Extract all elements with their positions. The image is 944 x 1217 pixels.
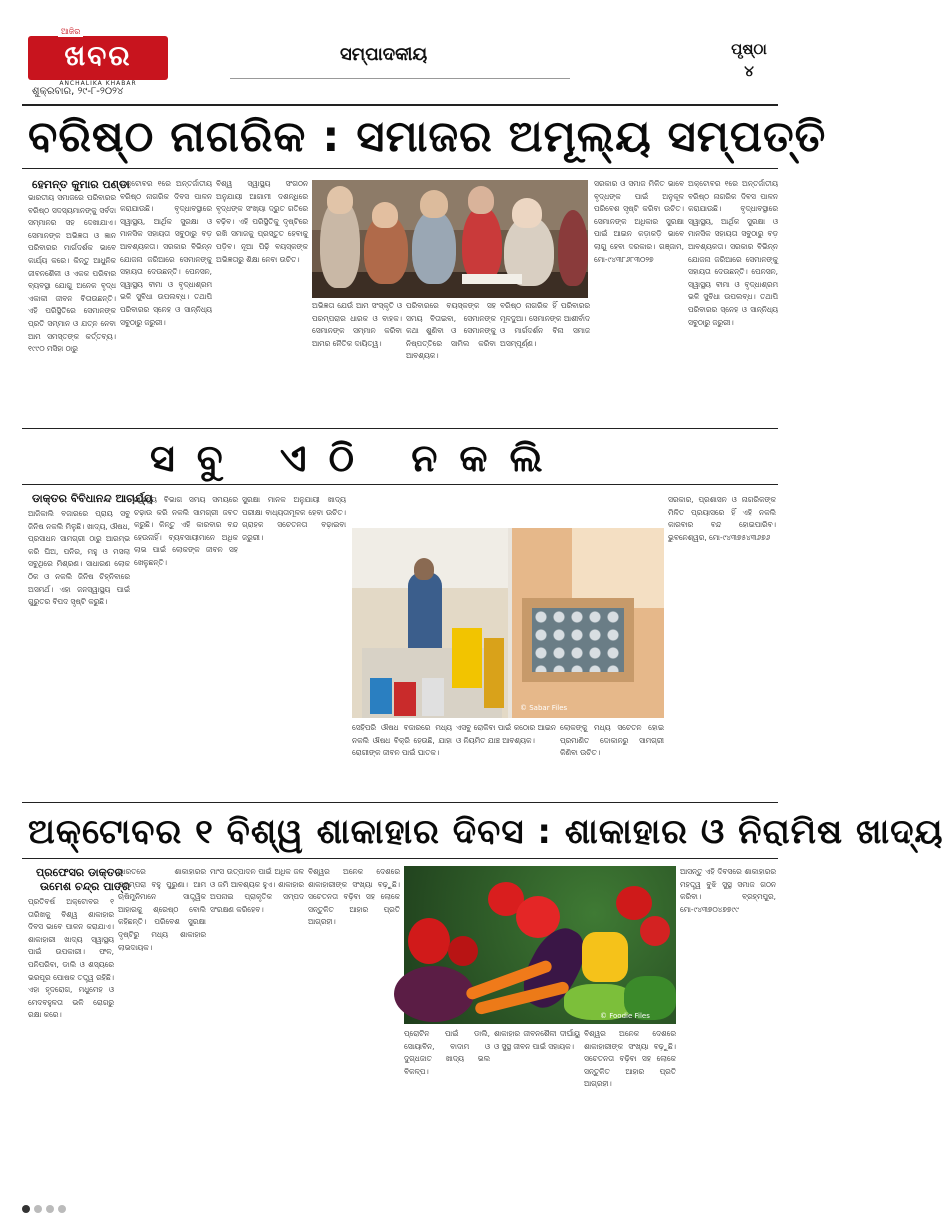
article3-column-7: ଆସନ୍ତୁ ଏହି ଦିବସରେ ଶାକାହାରର ମହତ୍ତ୍ୱ ବୁଝି ସୁସ୍ଥ ସମାଜ ଗଠନ କରିବା। ବ୍ରହ୍ମପୁର, ମୋ-୯୪୩୭୦୪୭୭୯୯ [680,867,776,914]
masthead-divider [22,104,778,106]
photo2-credit: © Sabar Files [520,704,568,712]
article3-top-divider [22,802,778,803]
fake-goods-seized-photo [352,528,664,718]
article1-headline[interactable]: ବରିଷ୍ଠ ନାଗରିକ : ସମାଜର ଅମୂଲ୍ୟ ସମ୍ପତ୍ତି [28,112,827,162]
page-number: ୪ [744,62,754,80]
article3-divider [22,858,778,859]
article2-column-7: ସରକାର, ପ୍ରଶାସନ ଓ ନାଗରିକଙ୍କ ମିଳିତ ପ୍ରୟାସରେ ହିଁ ଏହି ନକଲି କାରବାର ବନ୍ଦ ହୋଇପାରିବ। ଭୁବନେଶ୍ୱର, ମୋ-୯୪୩୭୫୪୩୬୭୬ [668,495,776,542]
pager-dot-active[interactable] [22,1205,30,1213]
article3-headline[interactable]: ଅକ୍ଟୋବର ୧ ବିଶ୍ୱ ଶାକାହାର ଦିବସ : ଶାକାହାର ଓ ନିରାମିଷ ଖାଦ୍ୟ [28,812,944,852]
article2-column-2: ସ୍ୱାସ୍ଥ୍ୟ ବିଭାଗ ସମୟ ସମୟରେ ଚଢ଼ାଉ କରି ନକଲି ସାମଗ୍ରୀ ଜବତ କରୁଛି। କିନ୍ତୁ ଏହି କାରବାର ବନ୍ଦ ହେଉନାହିଁ। ବ୍ୟବସାୟୀମାନେ ଅଧିକ ଲାଭ ପାଇଁ ଲୋକଙ୍କ ଜୀବନ ସହ ଖେଳୁଛନ୍ତି। [134,495,238,567]
article2-column-4: ସେହିପରି ଔଷଧ ବଜାରରେ ମଧ୍ୟ ନକଲି ଔଷଧ ବିକ୍ରି ହେଉଛି, ଯାହା ରୋଗୀଙ୍କ ଜୀବନ ପାଇଁ ଘାତକ। [352,723,452,758]
article3-byline-name: ଉମେଶ ଚନ୍ଦ୍ର ପାତ୍ର [40,880,131,893]
logo-subtitle: ANCHALIKA KHABAR [59,80,137,87]
page-pager[interactable] [22,1198,70,1217]
article1-column-5: ପରିବାରରେ ବୟସ୍କଙ୍କ ସହ ସମୟ ବିତାଇବା, ସେମାନଙ୍କ କଥା ଶୁଣିବା ଓ ସେମାନଙ୍କୁ ନିଷ୍ପତ୍ତିରେ ସାମିଲ କରିବା ଆବଶ୍ୟକ। [406,301,496,361]
vegetables-photo [404,866,676,1024]
pager-dot[interactable] [58,1205,66,1213]
section-underline [230,78,570,79]
article1-byline: ହେମନ୍ତ କୁମାର ପଣ୍ଡା [32,178,130,191]
section-title: ସମ୍ପାଦକୀୟ [340,44,428,65]
article3-column-1: ପ୍ରତିବର୍ଷ ଅକ୍ଟୋବର ୧ ତାରିଖକୁ ବିଶ୍ୱ ଶାକାହାର ଦିବସ ଭାବେ ପାଳନ କରାଯାଏ। ଶାକାହାରୀ ଖାଦ୍ୟ ସ୍ୱାସ୍ଥ୍ୟ ପାଇଁ ଉପକାରୀ। ଫଳ, ପନିପରିବା, ଡାଲି ଓ ଶସ୍ୟରେ ଭରପୂର ପୋଷକ ତତ୍ତ୍ୱ ରହିଛି। ଏହା ହୃଦରୋଗ, ମଧୁମେହ ଓ ମେଦବହୁଳତା ଭଳି ରୋଗରୁ ରକ୍ଷା କରେ। [28,897,114,1020]
article1-column-1: ଭାରତୀୟ ସମାଜରେ ପରିବାରର ବରିଷ୍ଠ ସଦସ୍ୟମାନଙ୍କୁ ସର୍ବଦା ସମ୍ମାନର ସହ ଦେଖାଯାଏ। ସେମାନଙ୍କ ଅଭିଜ୍ଞତା ଓ ଜ୍ଞାନ ପରିବାରର ମାର୍ଗଦର୍ଶକ ଭାବେ କାର୍ଯ୍ୟ କରେ। କିନ୍ତୁ ଆଧୁନିକ ଜୀବନଶୈଳୀ ଓ ଏକକ ପରିବାର ବ୍ୟବସ୍ଥା ଯୋଗୁ ଅନେକ ବୃଦ୍ଧ ଏକାକୀ ଜୀବନ ବିତାଉଛନ୍ତି। ଏହି ପରିସ୍ଥିତିରେ ସେମାନଙ୍କ ପ୍ରତି ସମ୍ମାନ ଓ ଯତ୍ନ ନେବା ଆମ ସମସ୍ତଙ୍କ କର୍ତ୍ତବ୍ୟ। ୧୯୯୦ ମସିହା ଠାରୁ [28,193,116,354]
article1-column-7a: ସରକାର ଓ ସମାଜ ମିଳିତ ଭାବେ ବୃଦ୍ଧଙ୍କ ପାଇଁ ଅନୁକୂଳ ପରିବେଶ ସୃଷ୍ଟି କରିବା ଉଚିତ। ସେମାନଙ୍କ ଅଧିକାର ସୁରକ୍ଷା ପାଇଁ ଆଇନ କଡ଼ାକଡ଼ି ଭାବେ ଲାଗୁ ହେବା ଦରକାର। ଗଞ୍ଜାମ, ମୋ-୯୪୩୮୬୮୩୦୨୭ [594,179,684,264]
article2-column-1: ଆଜିକାଲି ବଜାରରେ ପ୍ରାୟ ସବୁ ଜିନିଷ ନକଲି ମିଳୁଛି। ଖାଦ୍ୟ, ଔଷଧ, ପ୍ରସାଧନ ସାମଗ୍ରୀ ଠାରୁ ଆରମ୍ଭ କରି ଘିଅ, ପନିର, ମହୁ ଓ ମସଲା ସବୁଥିରେ ମିଶ୍ରଣ। ସାଧାରଣ ଲୋକ ଠିକ ଓ ନକଲି ଜିନିଷ ଚିହ୍ନିବାରେ ଅସମର୍ଥ। ଏହା ଜନସ୍ୱାସ୍ଥ୍ୟ ପାଇଁ ଗୁରୁତର ବିପଦ ସୃଷ୍ଟି କରୁଛି। [28,509,130,607]
logo-tag: ଆଜିର [58,27,83,37]
article3-column-6b: ବିଶ୍ୱର ଅନେକ ଦେଶରେ ଶାକାହାରୀଙ୍କ ସଂଖ୍ୟା ବଢ଼ୁଛି। ସଚେତନତା ବଢ଼ିବା ସହ ଲୋକେ ସନ୍ତୁଳିତ ଆହାର ପ୍ରତି ଆଗ୍ରହୀ। [584,1029,676,1089]
dateline: ଶୁକ୍ରବାର, ୨୯-୮-୨୦୨୪ [32,86,124,97]
article1-column-6: ବରିଷ୍ଠ ନାଗରିକ ହିଁ ପରିବାରର ମୂଳଦୁଆ। ସେମାନଙ୍କ ଆଶୀର୍ବାଦ ଓ ମାର୍ଗଦର୍ଶନ ବିନା ସମାଜ ଅସମ୍ପୂର୍ଣ୍ଣ। [500,301,590,348]
article1-column-2: ଅକ୍ଟୋବର ୧ରେ ଅନ୍ତର୍ଜାତୀୟ ବରିଷ୍ଠ ନାଗରିକ ଦିବସ ପାଳନ କରାଯାଉଛି। ବୃଦ୍ଧାବସ୍ଥାରେ ସ୍ୱାସ୍ଥ୍ୟ, ଆର୍ଥିକ ସୁରକ୍ଷା ଓ ମାନସିକ ସହାୟତା ସବୁଠାରୁ ବଡ଼ ଆବଶ୍ୟକତା। ସରକାର ବିଭିନ୍ନ ଯୋଜନା ଜରିଆରେ ସେମାନଙ୍କୁ ସହାୟତା ଦେଉଛନ୍ତି। ପେନସନ, ସ୍ୱାସ୍ଥ୍ୟ ବୀମା ଓ ବୃଦ୍ଧାଶ୍ରମ ଭଳି ସୁବିଧା ଉପଲବ୍ଧ। ତଥାପି ପରିବାରର ସ୍ନେହ ଓ ସାନ୍ନିଧ୍ୟ ସବୁଠାରୁ ଜରୁରୀ। [120,179,212,327]
article3-column-3: ମାଂସ ଉତ୍ପାଦନ ପାଇଁ ଅଧିକ ଜଳ ଓ ଜମି ଆବଶ୍ୟକ ହୁଏ। ଶାକାହାର ଅପନାଇ ପ୍ରାକୃତିକ ସମ୍ପଦ ସଂରକ୍ଷଣ କରିହେବ। [210,867,304,914]
article3-column-4: ବିଶ୍ୱର ଅନେକ ଦେଶରେ ଶାକାହାରୀଙ୍କ ସଂଖ୍ୟା ବଢ଼ୁଛି। ସଚେତନତା ବଢ଼ିବା ସହ ଲୋକେ ସନ୍ତୁଳିତ ଆହାର ପ୍ରତି ଆଗ୍ରହୀ। [308,867,400,927]
newspaper-logo[interactable] [28,27,168,87]
article3-byline-title: ପ୍ରଫେସର ଡାକ୍ତର [36,866,123,879]
article1-divider [22,168,778,169]
pager-dot[interactable] [46,1205,54,1213]
article2-column-6: ଲୋକଙ୍କୁ ମଧ୍ୟ ସଚେତନ ହୋଇ ପ୍ରମାଣିତ ଦୋକାନରୁ ସାମଗ୍ରୀ କିଣିବା ଉଚିତ। [560,723,664,758]
article3-column-5: ପ୍ରୋଟିନ ପାଇଁ ଡାଲି, ସୋୟାବିନ, ବାଦାମ ଓ ଦୁଗ୍ଧଜାତ ଖାଦ୍ୟ ଭଲ ବିକଳ୍ପ। [404,1029,490,1076]
logo-text: ଖବର [64,39,132,72]
article2-top-divider [22,428,778,429]
photo3-credit: © Foodie Files [600,1012,650,1020]
article1-column-7b: ଅକ୍ଟୋବର ୧ରେ ଅନ୍ତର୍ଜାତୀୟ ବରିଷ୍ଠ ନାଗରିକ ଦିବସ ପାଳନ କରାଯାଉଛି। ବୃଦ୍ଧାବସ୍ଥାରେ ସ୍ୱାସ୍ଥ୍ୟ, ଆର୍ଥିକ ସୁରକ୍ଷା ଓ ମାନସିକ ସହାୟତା ସବୁଠାରୁ ବଡ଼ ଆବଶ୍ୟକତା। ସରକାର ବିଭିନ୍ନ ଯୋଜନା ଜରିଆରେ ସେମାନଙ୍କୁ ସହାୟତା ଦେଉଛନ୍ତି। ପେନସନ, ସ୍ୱାସ୍ଥ୍ୟ ବୀମା ଓ ବୃଦ୍ଧାଶ୍ରମ ଭଳି ସୁବିଧା ଉପଲବ୍ଧ। ତଥାପି ପରିବାରର ସ୍ନେହ ଓ ସାନ୍ନିଧ୍ୟ ସବୁଠାରୁ ଜରୁରୀ। [688,179,778,327]
page-indicator [728,40,770,80]
article2-column-3: ସୁରକ୍ଷା ମାନକ ଅନୁଯାୟୀ ଖାଦ୍ୟ ପରୀକ୍ଷା ବାଧ୍ୟତାମୂଳକ ହେବା ଉଚିତ। ଗ୍ରାହକ ସଚେତନତା ବଢ଼ାଇବା ଜରୁରୀ। [242,495,346,542]
article2-headline[interactable]: ସବୁ ଏଠି ନକଲି [150,436,565,480]
article2-divider [22,484,778,485]
page-label: ପୃଷ୍ଠା [731,40,767,58]
article2-column-5: ଏସବୁ ରୋକିବା ପାଇଁ କଠୋର ଆଇନ ଓ ନିୟମିତ ଯାଞ୍ଚ ଆବଶ୍ୟକ। [456,723,556,745]
article2-byline: ଡାକ୍ତର ବିବିଧାନନ୍ଦ ଆଚାର୍ଯ୍ୟ [32,492,153,505]
article3-column-2: ଭାରତରେ ଶାକାହାରର ପରମ୍ପରା ବହୁ ପୁରୁଣା। ଆମ ଋଷିମୁନିମାନେ ସାତ୍ତ୍ୱିକ ଆହାରକୁ ଶ୍ରେଷ୍ଠ ବୋଲି କହିଛନ୍ତି। ପରିବେଶ ସୁରକ୍ଷା ଦୃଷ୍ଟିରୁ ମଧ୍ୟ ଶାକାହାର ଲାଭଦାୟକ। [118,867,206,952]
article3-column-6: ଶାକାହାର ଜୀବନଶୈଳୀ ଦୀର୍ଘାୟୁ ଓ ସୁସ୍ଥ ଜୀବନ ପାଇଁ ସହାୟକ। [494,1029,580,1051]
pager-dot[interactable] [34,1205,42,1213]
elderly-chess-photo [312,180,588,298]
article1-column-4: ଅଭିଜ୍ଞତା ଯେଉଁ ଆମ ସଂସ୍କୃତି ଓ ପରମ୍ପରାର ଧାରକ ଓ ବାହକ। ସେମାନଙ୍କ ସମ୍ମାନ କରିବା ଆମର ନୈତିକ ଦାୟିତ୍ୱ। [312,301,402,348]
article1-column-3: ବିଶ୍ୱ ସ୍ୱାସ୍ଥ୍ୟ ସଂଗଠନ ଅନୁଯାୟୀ ଆଗାମୀ ଦଶନ୍ଧିରେ ବୃଦ୍ଧଙ୍କ ସଂଖ୍ୟା ଦ୍ରୁତ ଗତିରେ ବଢ଼ିବ। ଏହି ପରିସ୍ଥିତିକୁ ଦୃଷ୍ଟିରେ ରଖି ସମାଜକୁ ପ୍ରସ୍ତୁତ ହେବାକୁ ପଡ଼ିବ। ନୂଆ ପିଢ଼ି ବୟସ୍କଙ୍କ ଅଭିଜ୍ଞତାରୁ ଶିକ୍ଷା ନେବା ଉଚିତ। [216,179,308,264]
